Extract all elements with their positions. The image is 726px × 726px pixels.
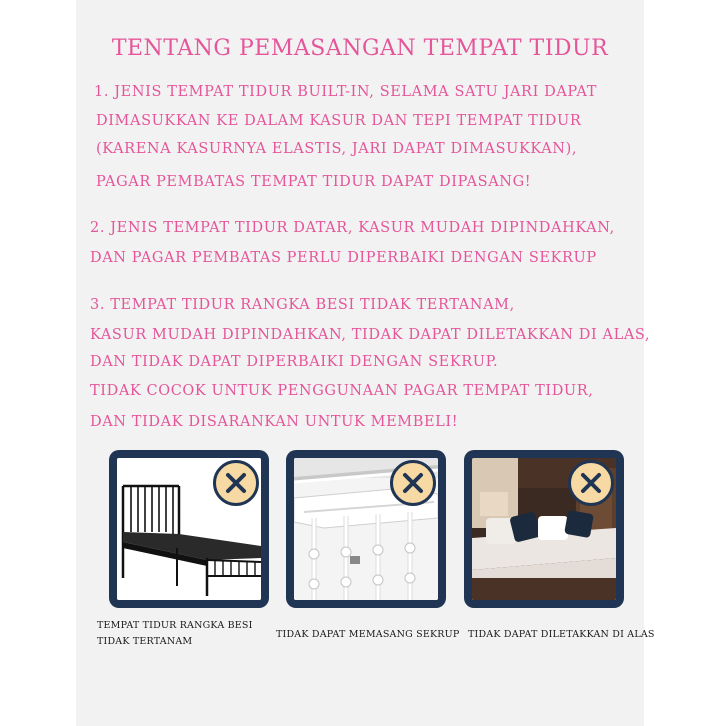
section2-line-1: 2. JENIS TEMPAT TIDUR DATAR, KASUR MUDAH DIPINDAHKAN,: [90, 220, 615, 236]
card-no-base: [464, 450, 624, 608]
no-base-image: [472, 458, 616, 600]
section3-line-2: KASUR MUDAH DIPINDAHKAN, TIDAK DAPAT DILETAKKAN DI ALAS,: [90, 327, 651, 343]
section3-line-4: TIDAK COCOK UNTUK PENGGUNAAN PAGAR TEMPAT TIDUR,: [90, 383, 594, 399]
section1-line-2: DIMASUKKAN KE DALAM KASUR DAN TEPI TEMPAT TIDUR: [96, 113, 582, 129]
section1-line-3: (KARENA KASURNYA ELASTIS, JARI DAPAT DIMASUKKAN),: [96, 141, 578, 157]
caption-no-base: [468, 627, 655, 643]
no-screw-image: [294, 458, 438, 600]
section1-line-4: PAGAR PEMBATAS TEMPAT TIDUR DAPAT DIPASANG!: [96, 174, 532, 190]
caption-line: TIDAK DAPAT DILETAKKAN DI ALAS: [468, 629, 655, 640]
x-mark-icon: [213, 460, 259, 506]
card-iron-frame-bed: [109, 450, 269, 608]
x-mark-icon: [568, 460, 614, 506]
caption-line: TEMPAT TIDUR RANGKA BESI: [97, 620, 253, 631]
card-no-screw: [286, 450, 446, 608]
x-mark-icon: [390, 460, 436, 506]
caption-iron-frame-bed: [97, 618, 253, 650]
section3-line-5: DAN TIDAK DISARANKAN UNTUK MEMBELI!: [90, 414, 459, 430]
section3-line-1: 3. TEMPAT TIDUR RANGKA BESI TIDAK TERTANAM,: [90, 297, 515, 313]
page-title: TENTANG PEMASANGAN TEMPAT TIDUR: [111, 36, 609, 61]
caption-line: TIDAK TERTANAM: [97, 636, 193, 647]
caption-line: TIDAK DAPAT MEMASANG SEKRUP: [276, 629, 460, 640]
section3-line-3: DAN TIDAK DAPAT DIPERBAIKI DENGAN SEKRUP.: [90, 354, 499, 370]
section1-line-1: 1. JENIS TEMPAT TIDUR BUILT-IN, SELAMA SATU JARI DAPAT: [94, 84, 597, 100]
caption-no-screw: [276, 627, 459, 643]
iron-frame-bed-image: [117, 458, 261, 600]
section2-line-2: DAN PAGAR PEMBATAS PERLU DIPERBAIKI DENGAN SEKRUP: [90, 250, 597, 266]
